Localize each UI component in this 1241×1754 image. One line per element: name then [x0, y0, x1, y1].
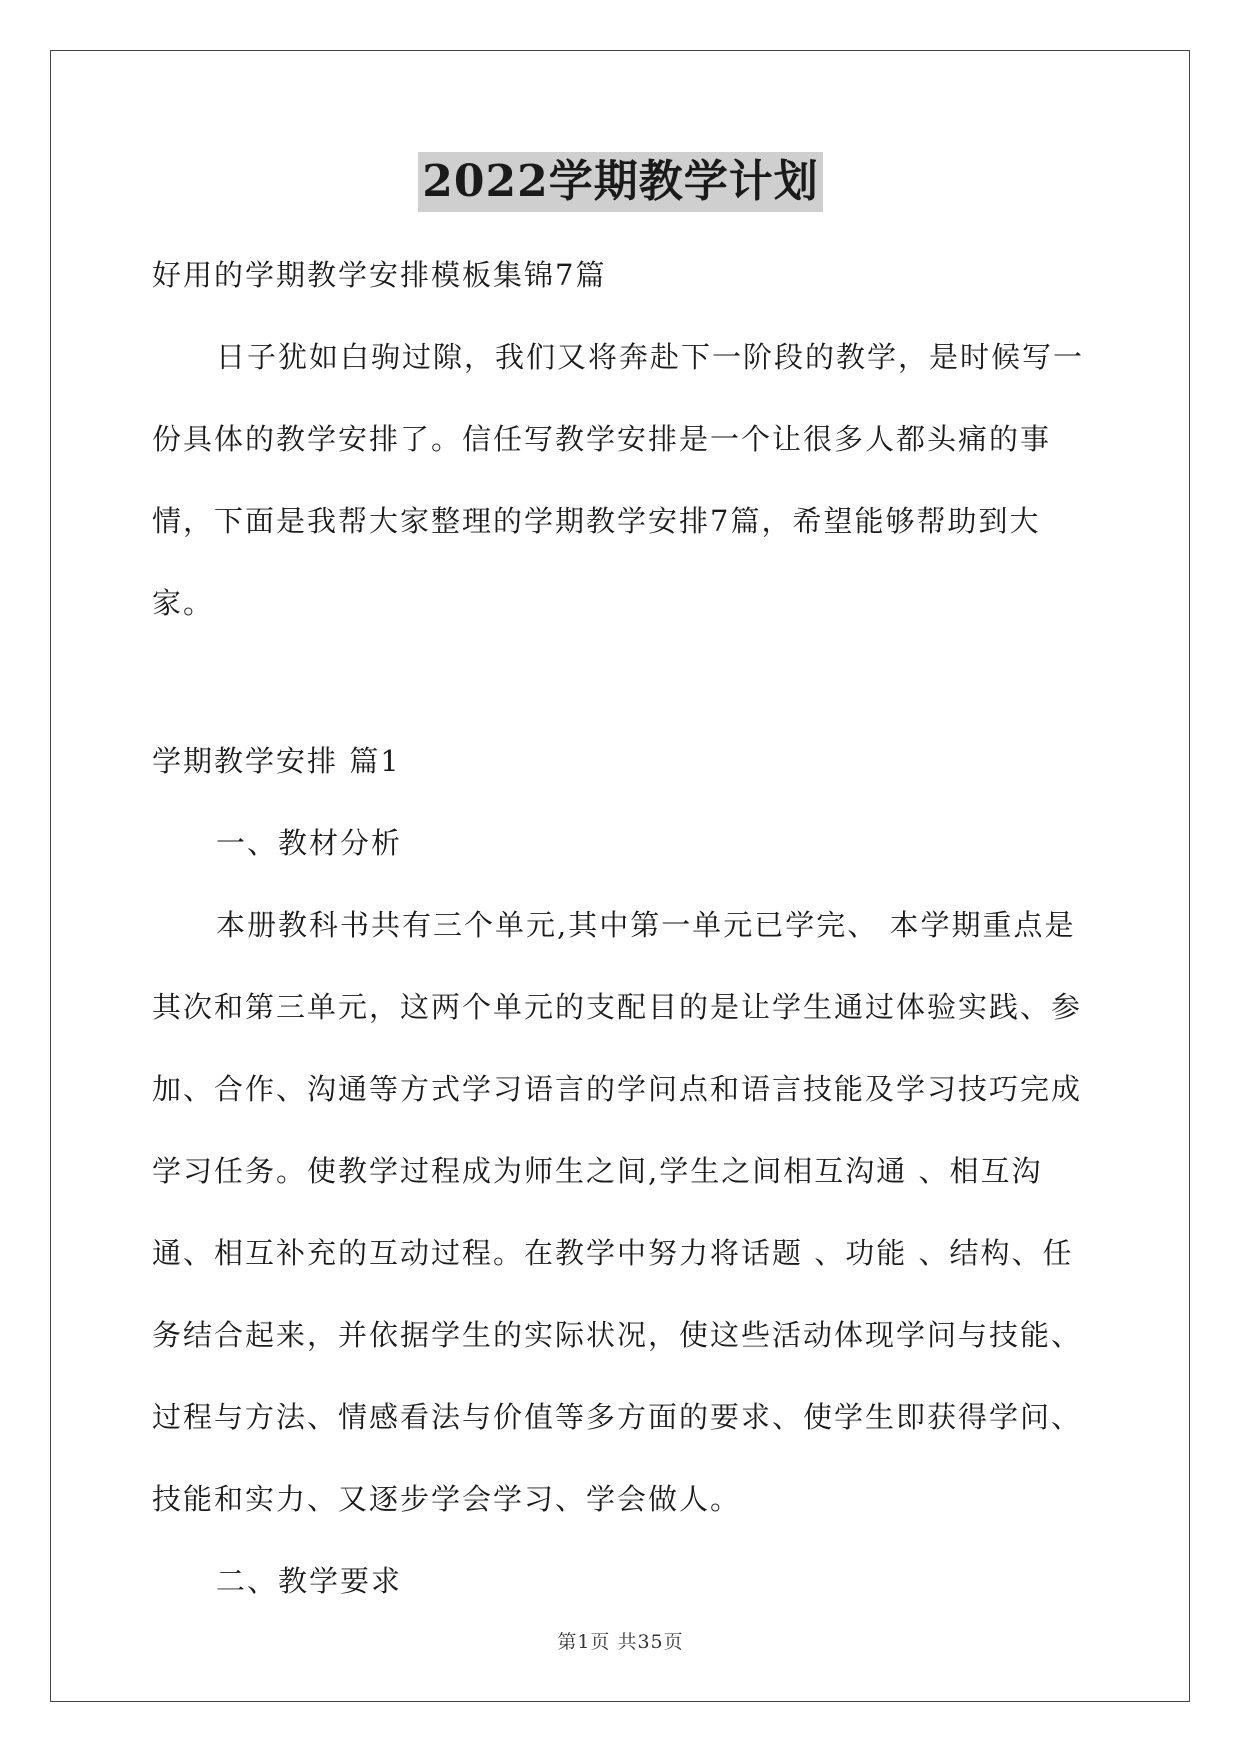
section1-paragraph: 本册教科书共有三个单元,其中第一单元已学完、 本学期重点是其次和第三单元，这两个单元的支配目的是让学生通过体验实践、参加、合作、沟通等方式学习语言的学问点和语言技能及学习技巧完成学习任务。使教学过程成为师生之间,学生之间相互沟通 、相互沟通、相互补充的互动过程。在教学中努力将话题 、功能 、结构、任务结合起来，并依据学生的实际状况，使这些活动体现学问与技能、过程与方法、情感看法与价值等多方面的要求、使学生即获得学问、技能和实力、又逐步学会学习、学会做人。 — [152, 908, 1083, 1516]
document-body — [152, 234, 1090, 1622]
section1-heading: 一、教材分析 — [216, 826, 403, 860]
document-subtitle: 好用的学期教学安排模板集锦7篇 — [152, 258, 607, 292]
section-heading: 学期教学安排 篇1 — [152, 744, 401, 778]
section2-heading: 二、教学要求 — [216, 1564, 403, 1598]
document-title: 2022学期教学计划 — [418, 152, 822, 212]
intro-paragraph: 日子犹如白驹过隙，我们又将奔赴下一阶段的教学，是时候写一份具体的教学安排了。信任写教学安排是一个让很多人都头痛的事情，下面是我帮大家整理的学期教学安排7篇，希望能够帮助到大家。 — [152, 340, 1085, 620]
section-spacer — [152, 644, 1090, 720]
page-footer: 第1页 共35页 — [557, 1631, 684, 1653]
title-container — [0, 152, 1241, 212]
